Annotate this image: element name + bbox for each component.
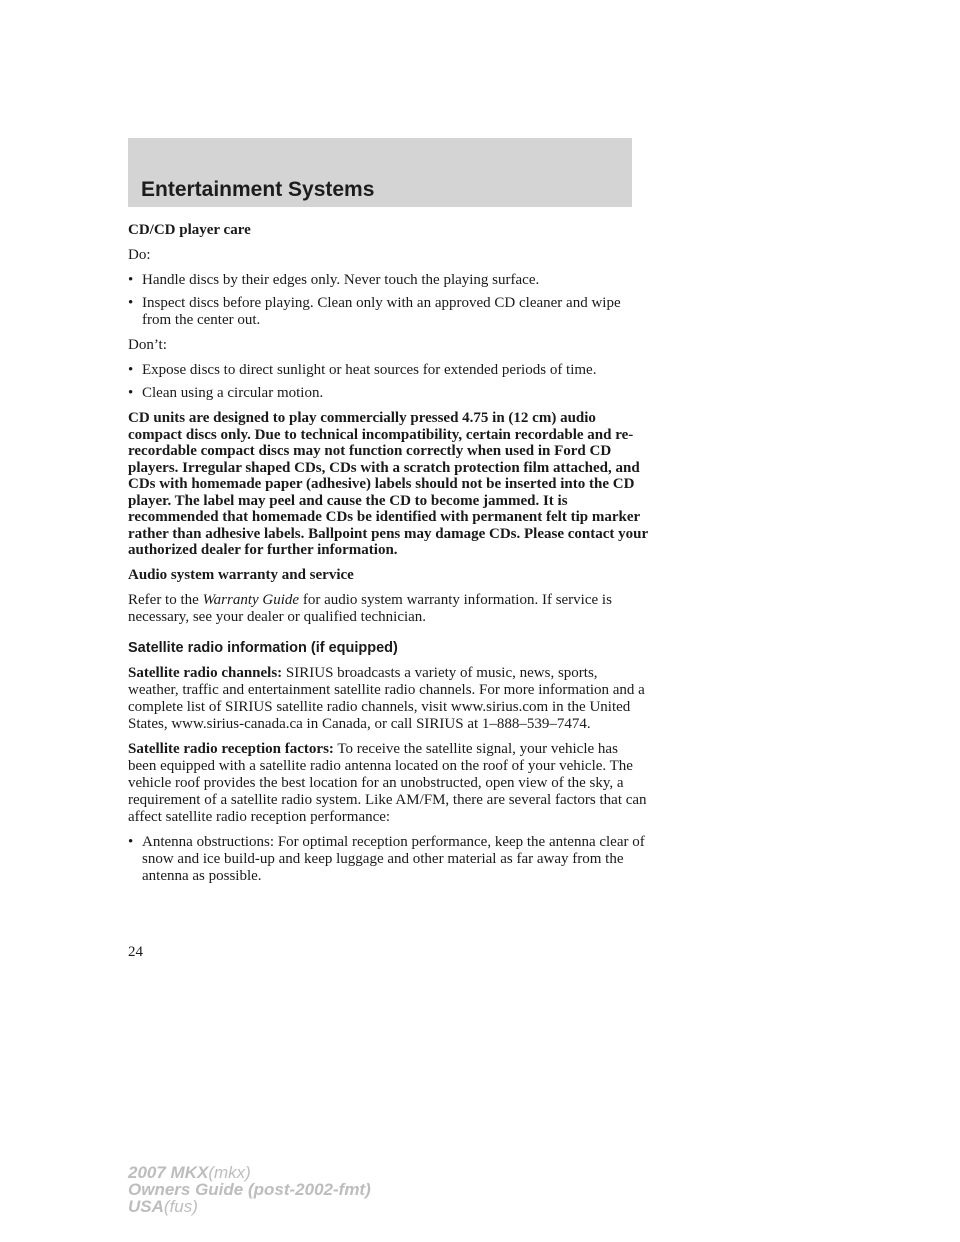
warranty-paragraph: Refer to the Warranty Guide for audio system warranty information. If service is necessary, see your dealer or qualified technician. (128, 591, 612, 625)
cd-care-heading: CD/CD player care (128, 222, 251, 238)
satellite-heading: Satellite radio information (if equipped) (128, 639, 398, 656)
warranty-guide-title: Warranty Guide (202, 591, 300, 608)
list-item: • Handle discs by their edges only. Never touch the playing surface. (128, 272, 540, 288)
reception-factors-list (128, 834, 648, 885)
warranty-heading: Audio system warranty and service (128, 566, 354, 583)
section-header-band (128, 138, 632, 207)
bullet-icon: • (128, 385, 134, 401)
list-item: • Inspect discs before playing. Clean only with an approved CD cleaner and wipe from the center out. (128, 295, 621, 328)
section-title: Entertainment Systems (141, 178, 375, 201)
footer-line-market: USA(fus) (128, 1197, 198, 1216)
do-label: Do: (128, 247, 151, 263)
channels-label: Satellite radio channels: (128, 664, 283, 681)
page-content (128, 222, 648, 893)
list-item: • Antenna obstructions: For optimal reception performance, keep the antenna clear of snow and ice build-up and keep luggage and other material as far away from the antenna as possible. (128, 833, 645, 884)
dont-list (128, 362, 648, 402)
cd-warning-paragraph: CD units are designed to play commercially pressed 4.75 in (12 cm) audio compact discs only. Due to technical incompatibility, certain recordable and re-recordable compact discs may not function correctly when used in Ford CD players. Irregular shaped CDs, CDs with a scratch protection film attached, and CDs with homemade paper (adhesive) labels should not be inserted into the CD player. The label may peel and cause the CD to become jammed. It is recommended that homemade CDs be identified with permanent felt tip marker rather than adhesive labels. Ballpoint pens may damage CDs. Please contact your authorized dealer for further information. (128, 410, 648, 558)
satellite-channels-paragraph: Satellite radio channels: SIRIUS broadcasts a variety of music, news, sports, weather, traffic and entertainment satellite radio channels. For more information and a complete list of SIRIUS satellite radio channels, visit www.sirius.com in the United States, www.sirius-canada.ca in Canada, or call SIRIUS at 1–888–539–7474. (128, 664, 645, 732)
document-footer (128, 1164, 371, 1215)
list-item: • Clean using a circular motion. (128, 385, 324, 401)
reception-label: Satellite radio reception factors: (128, 740, 334, 757)
bullet-icon: • (128, 272, 134, 288)
bullet-icon: • (128, 362, 134, 378)
bullet-icon: • (128, 833, 134, 850)
dont-label: Don’t: (128, 337, 167, 353)
page-number: 24 (128, 944, 143, 960)
footer-line-guide: Owners Guide (post-2002-fmt) (128, 1180, 371, 1199)
bullet-icon: • (128, 295, 134, 311)
do-list (128, 272, 648, 329)
satellite-reception-paragraph: Satellite radio reception factors: To receive the satellite signal, your vehicle has been equipped with a satellite radio antenna located on the roof of your vehicle. The vehicle roof provides the best location for an unobstructed, open view of the sky, a requirement of a satellite radio system. Like AM/FM, there are several factors that can affect satellite radio reception performance: (128, 740, 647, 825)
list-item: • Expose discs to direct sunlight or heat sources for extended periods of time. (128, 362, 597, 378)
footer-line-model: 2007 MKX(mkx) (128, 1163, 251, 1182)
